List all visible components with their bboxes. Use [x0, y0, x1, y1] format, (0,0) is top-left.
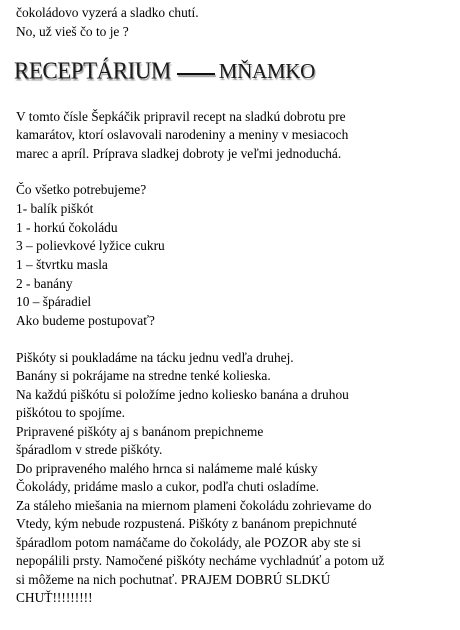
procedure-line: Vtedy, kým nebude rozpustená. Piškóty z banánom prepichnuté [16, 516, 357, 531]
procedure-line: Za stáleho miešania na miernom plameni čokoládu zohrievame do [16, 498, 372, 513]
procedure-line: špáradlom v strede piškóty. [16, 442, 163, 457]
ingredient-item: 1 - horkú čokoládu [16, 220, 118, 235]
procedure-line: špáradlom potom namáčame do čokolády, ale POZOR aby ste si [16, 535, 361, 550]
procedure-line: Na každú piškótu si položíme jedno koliesko banána a druhou [16, 387, 349, 402]
heading-dash [177, 73, 215, 75]
intro-line: V tomto čísle Šepkáčik pripravil recept na sladkú dobrotu pre [16, 109, 346, 124]
section-heading [14, 58, 315, 90]
ingredient-item: 10 – špáradiel [16, 294, 92, 309]
procedure-line: Pripravené piškóty aj s banánom prepichneme [16, 424, 264, 439]
intro-line: kamarátov, ktorí oslavovali narodeniny a meniny v mesiacoch [16, 127, 349, 142]
procedure-line: Banány si pokrájame na stredne tenké kolieska. [16, 368, 271, 383]
text-line: No, už vieš čo to je ? [16, 24, 129, 39]
procedure-line: Do pripraveného malého hrnca si nalámeme malé kúsky [16, 461, 318, 476]
procedure-line: si môžeme na nich pochutnať. PRAJEM DOBRÚ SLDKÚ [16, 572, 331, 587]
intro-line: marec a apríl. Príprava sladkej dobroty je veľmi jednoduchá. [16, 146, 342, 161]
ingredient-item: 1- balík piškót [16, 201, 94, 216]
text-line: čokoládovo vyzerá a sladko chutí. [16, 5, 199, 20]
ingredient-item: 3 – polievkové lyžice cukru [16, 238, 165, 253]
procedure-line: CHUŤ!!!!!!!!! [16, 590, 93, 605]
ingredient-item: 2 - banány [16, 276, 73, 291]
procedure-line: nepopálili prsty. Namočené piškóty necháme vychladnúť a potom už [16, 553, 385, 568]
procedure-line: Piškóty si poukladáme na tácku jednu vedľa druhej. [16, 350, 294, 365]
procedure-line: Čokolády, pridáme maslo a cukor, podľa chuti osladíme. [16, 479, 320, 494]
ingredient-item: 1 – štvrtku masla [16, 257, 108, 272]
ingredients-title: Čo všetko potrebujeme? [16, 182, 147, 197]
procedure-line: piškótou to spojíme. [16, 405, 125, 420]
procedure-title: Ako budeme postupovať? [16, 313, 155, 328]
heading-receptarium: RECEPTÁRIUM [14, 57, 171, 84]
heading-mnamko: MŇAMKO [218, 59, 316, 83]
